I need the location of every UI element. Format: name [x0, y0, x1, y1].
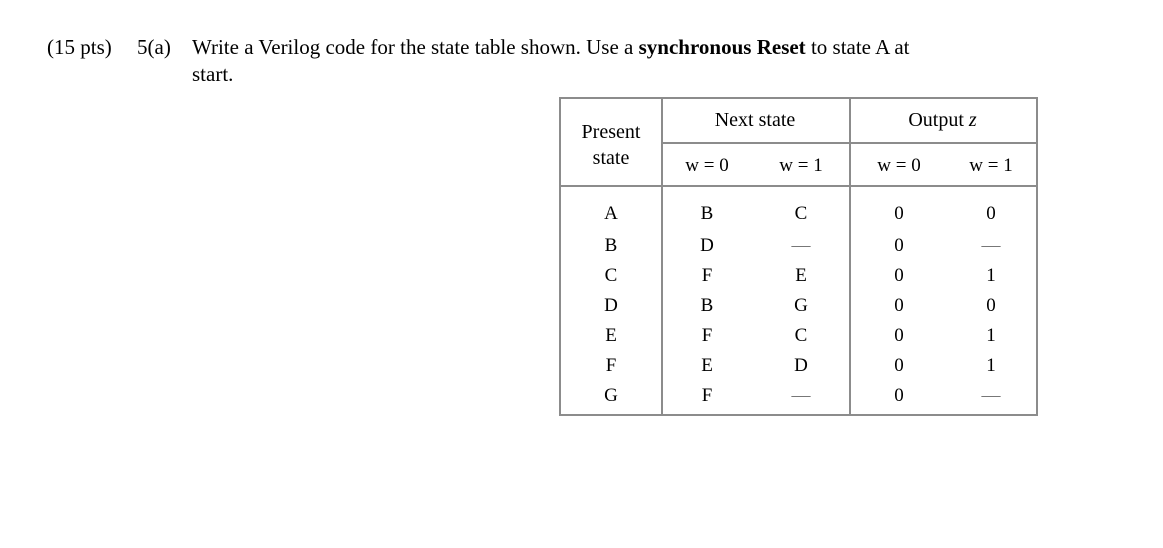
next-w1-cell: C: [794, 203, 808, 224]
out-w0-cell: 0: [894, 355, 904, 376]
output-header: [849, 109, 1036, 132]
next-w0-cell: B: [700, 295, 714, 316]
next-w1-cell: C: [794, 325, 808, 346]
out-w0-cell: 0: [894, 325, 904, 346]
next-w0-cell: F: [701, 385, 713, 406]
next-w1-cell: G: [794, 295, 808, 316]
divider-header: [561, 185, 1036, 187]
out-w1-cell: 1: [986, 355, 996, 376]
present-cell: B: [604, 235, 618, 256]
problem-bold-synchronous: synchronous: [638, 35, 752, 59]
out-w1-cell: 0: [986, 295, 996, 316]
problem-statement: [47, 34, 910, 88]
out-w1-cell: 1: [986, 265, 996, 286]
out-w0-cell: 0: [894, 203, 904, 224]
present-cell: G: [604, 385, 618, 406]
present-cell: E: [605, 325, 617, 346]
present-state-header: [561, 119, 661, 171]
divider-next: [849, 99, 851, 414]
present-state-header-line2: state: [592, 147, 630, 169]
problem-bold-reset: Reset: [756, 35, 806, 59]
out-w1-cell: 1: [986, 325, 996, 346]
out-w0-cell: 0: [894, 385, 904, 406]
next-w0-label: w = 0: [685, 155, 729, 176]
problem-line-1: [47, 34, 910, 61]
out-w0-cell: 0: [894, 235, 904, 256]
output-w1-label: w = 1: [969, 155, 1013, 176]
present-cell: C: [604, 265, 618, 286]
next-w0-cell: F: [701, 325, 713, 346]
out-w1-cell: 0: [986, 203, 996, 224]
next-w1-label: w = 1: [779, 155, 823, 176]
output-header-prefix: Output: [908, 109, 969, 131]
next-w0-cell: B: [700, 203, 714, 224]
present-cell: F: [605, 355, 617, 376]
next-w0-cell: D: [700, 235, 714, 256]
next-w1-cell: —: [791, 385, 811, 406]
divider-present: [661, 99, 663, 414]
problem-number: 5(a): [137, 35, 171, 59]
output-header-var: z: [968, 109, 977, 131]
problem-text-before: Write a Verilog code for the state table shown. Use a: [192, 35, 639, 59]
problem-line-2: start.: [192, 62, 234, 86]
present-cell: D: [604, 295, 618, 316]
present-state-header-line1: Present: [581, 121, 641, 143]
divider-subheader: [661, 142, 1036, 144]
output-w0-label: w = 0: [877, 155, 921, 176]
next-w1-cell: D: [794, 355, 808, 376]
problem-text-after: to state A at: [805, 35, 910, 59]
next-w0-cell: E: [701, 355, 713, 376]
state-table: [559, 97, 1038, 416]
problem-points: (15 pts): [47, 35, 112, 59]
present-cell: A: [604, 203, 618, 224]
out-w0-cell: 0: [894, 295, 904, 316]
next-w0-cell: F: [701, 265, 713, 286]
out-w1-cell: —: [981, 385, 1001, 406]
out-w1-cell: —: [981, 235, 1001, 256]
next-state-header: Next state: [714, 109, 796, 131]
next-w1-cell: E: [795, 265, 807, 286]
out-w0-cell: 0: [894, 265, 904, 286]
next-w1-cell: —: [791, 235, 811, 256]
